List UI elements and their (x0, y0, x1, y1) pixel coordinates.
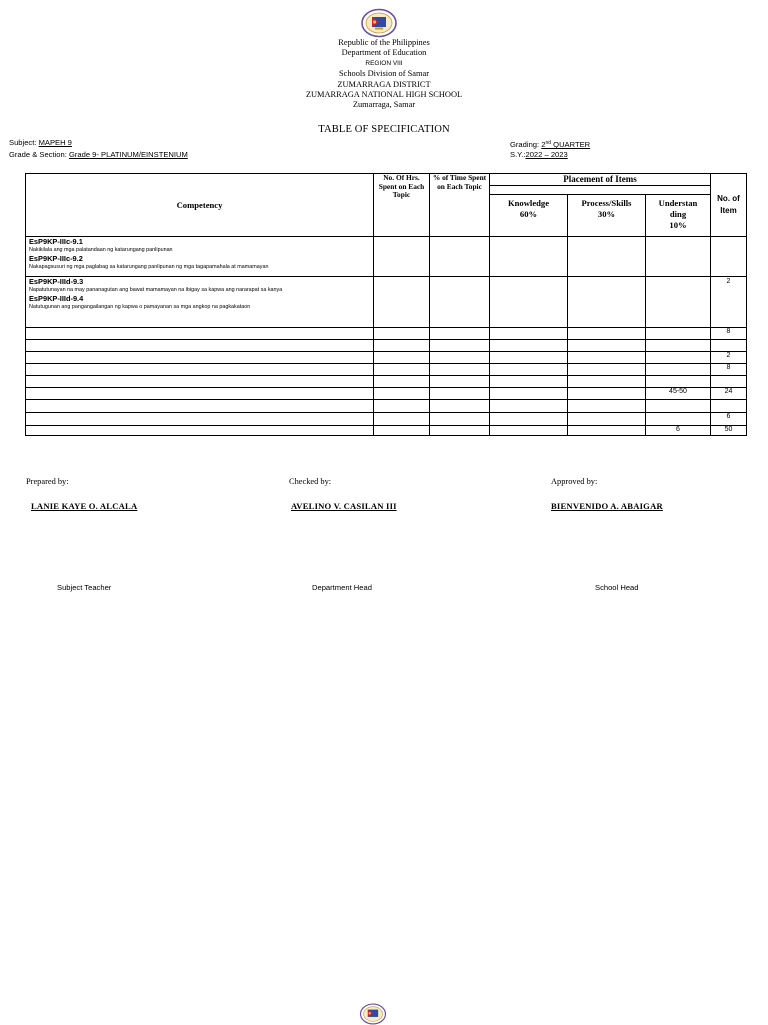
header-percent-time: % of Time Spent on Each Topic (430, 174, 490, 237)
items-count: 6 (711, 413, 747, 426)
header-competency: Competency (26, 174, 374, 237)
header-country: Republic of the Philippines (338, 38, 430, 47)
items-count (711, 376, 747, 388)
sy-label: S.Y.: (510, 150, 526, 159)
deped-seal-logo (359, 8, 399, 38)
prepared-by-role: Subject Teacher (57, 583, 112, 592)
competency-code: EsP9KP-IIId-9.4 (29, 294, 84, 303)
approved-by-label: Approved by: (551, 477, 598, 486)
header-division: Schools Division of Samar (338, 69, 430, 79)
table-row (26, 328, 747, 340)
items-count (711, 340, 747, 352)
header-spacer-cell (490, 186, 711, 195)
competency-description: Nakapagsusuri ng mga paglabag sa katarungang panlipunan ng mga tagapamahala at mamamayan (29, 264, 269, 270)
table-row (26, 413, 747, 426)
header-address: Zumarraga, Samar (352, 100, 416, 110)
competency-code: EsP9KP-IIIc-9.2 (29, 254, 83, 263)
school-year-line (510, 149, 568, 161)
approved-by-role: School Head (595, 583, 639, 592)
header-school: ZUMARRAGA NATIONAL HIGH SCHOOL (305, 90, 463, 100)
table-header-row (26, 174, 747, 186)
header-no-of-items: No. of Item (711, 174, 747, 237)
understanding-total: 6 (646, 426, 711, 436)
competency-description: Napatutunayan na may pananagutan ang bawat mamamayan na ibigay sa kapwa ang nararapat sa kanya (29, 287, 283, 293)
items-count: 24 (711, 388, 747, 400)
subject-line (9, 137, 72, 149)
grade-section-line (9, 149, 188, 161)
prepared-by-label: Prepared by: (26, 477, 69, 486)
understanding-value (646, 376, 711, 388)
header-knowledge: Knowledge 60% (490, 195, 568, 237)
grading-value: 2nd QUARTER (541, 140, 591, 149)
table-row (26, 376, 747, 388)
sy-value: 2022 – 2023 (525, 150, 568, 159)
header-hours: No. Of Hrs. Spent on Each Topic (374, 174, 430, 237)
items-count: 2 (711, 277, 747, 328)
table-row (26, 388, 747, 400)
document-title: TABLE OF SPECIFICATION (318, 124, 450, 135)
table-row (26, 340, 747, 352)
understanding-value (646, 352, 711, 364)
specification-table (25, 173, 747, 436)
deped-seal-logo-bottom (353, 1003, 393, 1025)
grade-section-label: Grade & Section: (9, 150, 69, 159)
competency-description: Nakikilala ang mga palatandaan ng katarungang panlipunan (29, 247, 173, 253)
checked-by-label: Checked by: (289, 477, 332, 486)
understanding-value (646, 340, 711, 352)
header-process-skills: Process/Skills 30% (568, 195, 646, 237)
header-placement: Placement of Items (490, 174, 711, 186)
subject-value: MAPEH 9 (38, 138, 72, 147)
subject-label: Subject: (9, 138, 39, 147)
competency-code: EsP9KP-IIIc-9.1 (29, 237, 83, 246)
header-region: REGION VIII (365, 59, 403, 67)
items-total: 50 (711, 426, 747, 436)
table-row (26, 237, 747, 277)
items-count: 8 (711, 364, 747, 376)
header-department: Department of Education (341, 48, 427, 58)
competency-description: Natutugunan ang pangangailangan ng kapwa o pamayanan sa mga angkop na pagkakataon (29, 304, 251, 310)
understanding-value (646, 413, 711, 426)
understanding-value (646, 364, 711, 376)
items-count: 8 (711, 328, 747, 340)
competency-cell (26, 277, 374, 328)
checked-by-name: AVELINO V. CASILAN III (291, 501, 397, 511)
prepared-by-name: LANIE KAYE O. ALCALA (31, 501, 138, 511)
checked-by-role: Department Head (312, 583, 372, 592)
table-row (26, 277, 747, 328)
competency-cell (26, 237, 374, 277)
table-row (26, 352, 747, 364)
header-district: ZUMARRAGA DISTRICT (337, 79, 431, 89)
table-row (26, 364, 747, 376)
items-count: 2 (711, 352, 747, 364)
grade-section-value: Grade 9- PLATINUM/EINSTENIUM (68, 150, 188, 159)
document-header (0, 38, 768, 111)
approved-by-name: BIENVENIDO A. ABAIGAR (551, 501, 663, 511)
grading-label: Grading: (510, 140, 542, 149)
understanding-value: 45-50 (646, 388, 711, 400)
header-understanding: Understan ding 10% (646, 195, 711, 237)
understanding-value (646, 328, 711, 340)
competency-code: EsP9KP-IIId-9.3 (29, 277, 84, 286)
table-row (26, 400, 747, 413)
table-total-row (26, 426, 747, 436)
items-count (711, 400, 747, 413)
understanding-value (646, 400, 711, 413)
